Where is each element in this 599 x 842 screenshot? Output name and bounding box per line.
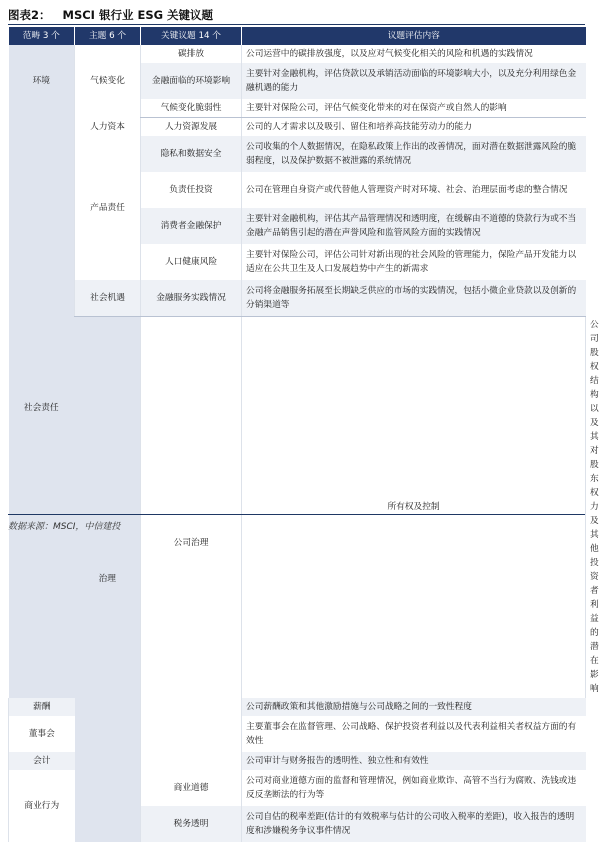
- header-content: 议题评估内容: [242, 27, 586, 45]
- theme-product-liability: 产品责任: [75, 136, 141, 280]
- header-theme: 主题 6 个: [75, 27, 141, 45]
- figure-label: 图表2：: [8, 8, 51, 22]
- issue-desc: 公司运营中的碳排放强度，以及应对气候变化相关的风险和机遇的实践情况: [242, 45, 586, 63]
- issue-desc: 主要针对金融机构，评估其产品管理情况和透明度，在缓解由不道德的贷款行为或不当金融产品销售引起的潜在声誉风险和监管风险方面的实践情况: [242, 208, 586, 244]
- issue-name: 金融面临的环境影响: [141, 63, 242, 99]
- issue-desc: 公司的人才需求以及吸引、留住和培养高技能劳动力的能力: [242, 118, 586, 137]
- issue-name: 所有权及控制: [242, 316, 586, 698]
- table-row: [9, 136, 586, 172]
- issue-name: 碳排放: [141, 45, 242, 63]
- table-row: [9, 118, 586, 137]
- issue-desc: 公司对商业道德方面的监督和管理情况，例如商业欺诈、高管不当行为腐败、洗钱或违反反垄断法的行为等: [242, 770, 586, 806]
- issue-desc: 公司薪酬政策和其他激励措施与公司战略之间的一致性程度: [242, 698, 586, 716]
- issue-desc: 公司在管理自身资产或代替他人管理资产时对环境、社会、治理层面考虑的整合情况: [242, 172, 586, 208]
- title-rule: [8, 24, 585, 25]
- issue-name: 人口健康风险: [141, 244, 242, 280]
- issue-name: 负责任投资: [141, 172, 242, 208]
- scope-governance: 治理: [75, 316, 141, 842]
- header-scope: 范畴 3 个: [9, 27, 75, 45]
- issue-name: 董事会: [9, 716, 75, 752]
- header-issue: 关键议题 14 个: [141, 27, 242, 45]
- issue-name: 金融服务实践情况: [141, 280, 242, 316]
- figure-title-text: MSCI 银行业 ESG 关键议题: [62, 8, 214, 22]
- table-row: [9, 45, 586, 63]
- issue-name: 隐私和数据安全: [141, 136, 242, 172]
- table-row: [9, 280, 586, 316]
- source-note: 数据来源：MSCI，中信建投: [8, 522, 121, 532]
- scope-social: 社会责任: [9, 118, 75, 699]
- table-header-row: [9, 27, 586, 45]
- issue-desc: 主要针对保险公司，评估气候变化带来的对在保资产或自然人的影响: [242, 99, 586, 118]
- issue-desc: 主要针对金融机构，评估贷款以及承销活动面临的环境影响大小，以及充分利用绿色金融机遇的能力: [242, 63, 586, 99]
- issue-desc: 公司将金融服务拓展至长期缺乏供应的市场的实践情况，包括小微企业贷款以及创新的分销渠道等: [242, 280, 586, 316]
- issue-name: 税务透明: [141, 806, 242, 842]
- theme-climate: 气候变化: [75, 45, 141, 118]
- issue-desc: 公司收集的个人数据情况，在隐私政策上作出的改善情况，面对潜在数据泄露风险的脆弱程度，以及保护数据不被泄露的系统情况: [242, 136, 586, 172]
- issue-desc: 主要针对保险公司，评估公司针对新出现的社会风险的管理能力，保险产品开发能力以适应在公共卫生及人口发展趋势中产生的新需求: [242, 244, 586, 280]
- issue-desc: 公司审计与财务报告的透明性、独立性和有效性: [242, 752, 586, 770]
- esg-issues-table: [8, 27, 599, 842]
- issue-name: 商业道德: [141, 770, 242, 806]
- theme-social-opportunity: 社会机遇: [75, 280, 141, 316]
- issue-name: 会计: [9, 752, 75, 770]
- issue-name: 气候变化脆弱性: [141, 99, 242, 118]
- issue-name: 薪酬: [9, 698, 75, 716]
- issue-name: 人力资源发展: [141, 118, 242, 137]
- theme-business-conduct: 商业行为: [9, 770, 75, 842]
- figure-title: [8, 7, 213, 23]
- issue-desc: 主要董事会在监督管理、公司战略、保护投资者利益以及代表利益相关者权益方面的有效性: [242, 716, 586, 752]
- table-row: 治理 公司治理 所有权及控制 公司股权结构以及其对股东权力及其他投资者利益的潜在影响: [9, 316, 586, 698]
- bottom-rule: [8, 514, 585, 515]
- theme-human-capital: 人力资本: [75, 118, 141, 137]
- scope-environment: 环境: [9, 45, 75, 118]
- issue-name: 消费者金融保护: [141, 208, 242, 244]
- theme-corporate-governance: 公司治理: [141, 316, 242, 770]
- issue-desc: 公司自估的税率差距(估计的有效税率与估计的公司收入税率的差距)，收入报告的透明度和涉嫌税务争议事件情况: [242, 806, 586, 842]
